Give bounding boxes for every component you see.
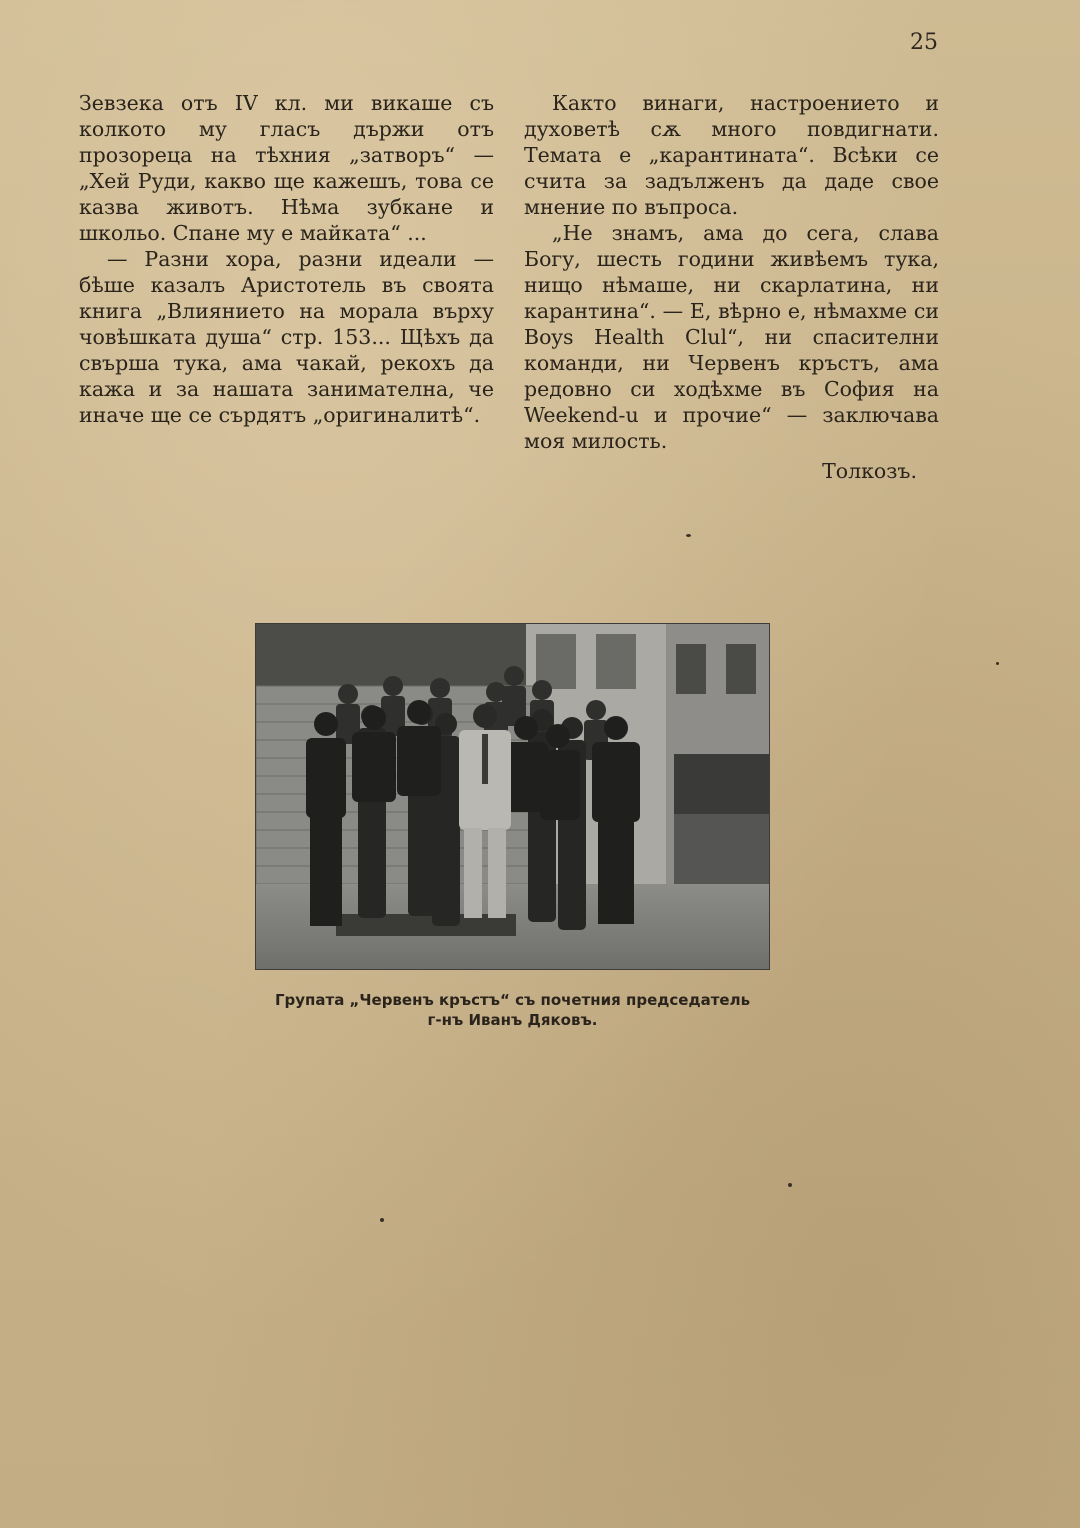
group-photo-illustration [256, 624, 769, 969]
left-column [79, 90, 494, 428]
photo-caption-line-2: г-нъ Иванъ Дяковъ. [427, 1011, 598, 1029]
photo-caption [230, 990, 795, 1030]
paper-speck [996, 662, 999, 665]
page-number: 25 [910, 30, 938, 55]
paper-speck [788, 1183, 792, 1187]
right-paragraph-1: Както винаги, настроението и духоветѣ сѫ много повдигнати. Темата е „карантината“. Всѣки се счита за задълженъ да даде свое мнение по въпроса. [524, 91, 939, 219]
paper-speck [686, 534, 691, 537]
right-paragraph-2: „Не знамъ, ама до сега, слава Богу, шесть години живѣемъ тука, нищо нѣмаше, ни скарлатина, ни карантина“. — Е, вѣрно е, нѣмахме си Boys Health Clul“, ни спасителни команди, ни Червенъ кръстъ, ама редовно си ходѣхме въ София на Weekend-u и прочие“ — заключава моя милость. [524, 221, 939, 453]
left-paragraph-1: Зевзека отъ IV кл. ми викаше съ колкото му гласъ държи отъ прозореца на тѣхния „затворъ“ — „Хей Руди, какво ще кажешъ, това се казва животъ. Нѣма зубкане и школьо. Спане му е майката“ ... [79, 91, 494, 245]
paper-speck [380, 1218, 384, 1222]
group-photo [255, 623, 770, 970]
left-paragraph-2: — Разни хора, разни идеали — бѣше казалъ Аристотель въ своята книга „Влиянието на морала върху човѣшката душа“ стр. 153... Щѣхъ да свърша тука, ама чакай, рекохъ да кажа и за нашата занимателна, че иначе ще се сърдятъ „оригиналитѣ“. [79, 247, 494, 427]
author-signature: Толкозъ. [822, 459, 917, 483]
photo-caption-line-1: Групата „Червенъ кръстъ“ съ почетния председатель [274, 991, 751, 1009]
right-column [524, 90, 939, 484]
